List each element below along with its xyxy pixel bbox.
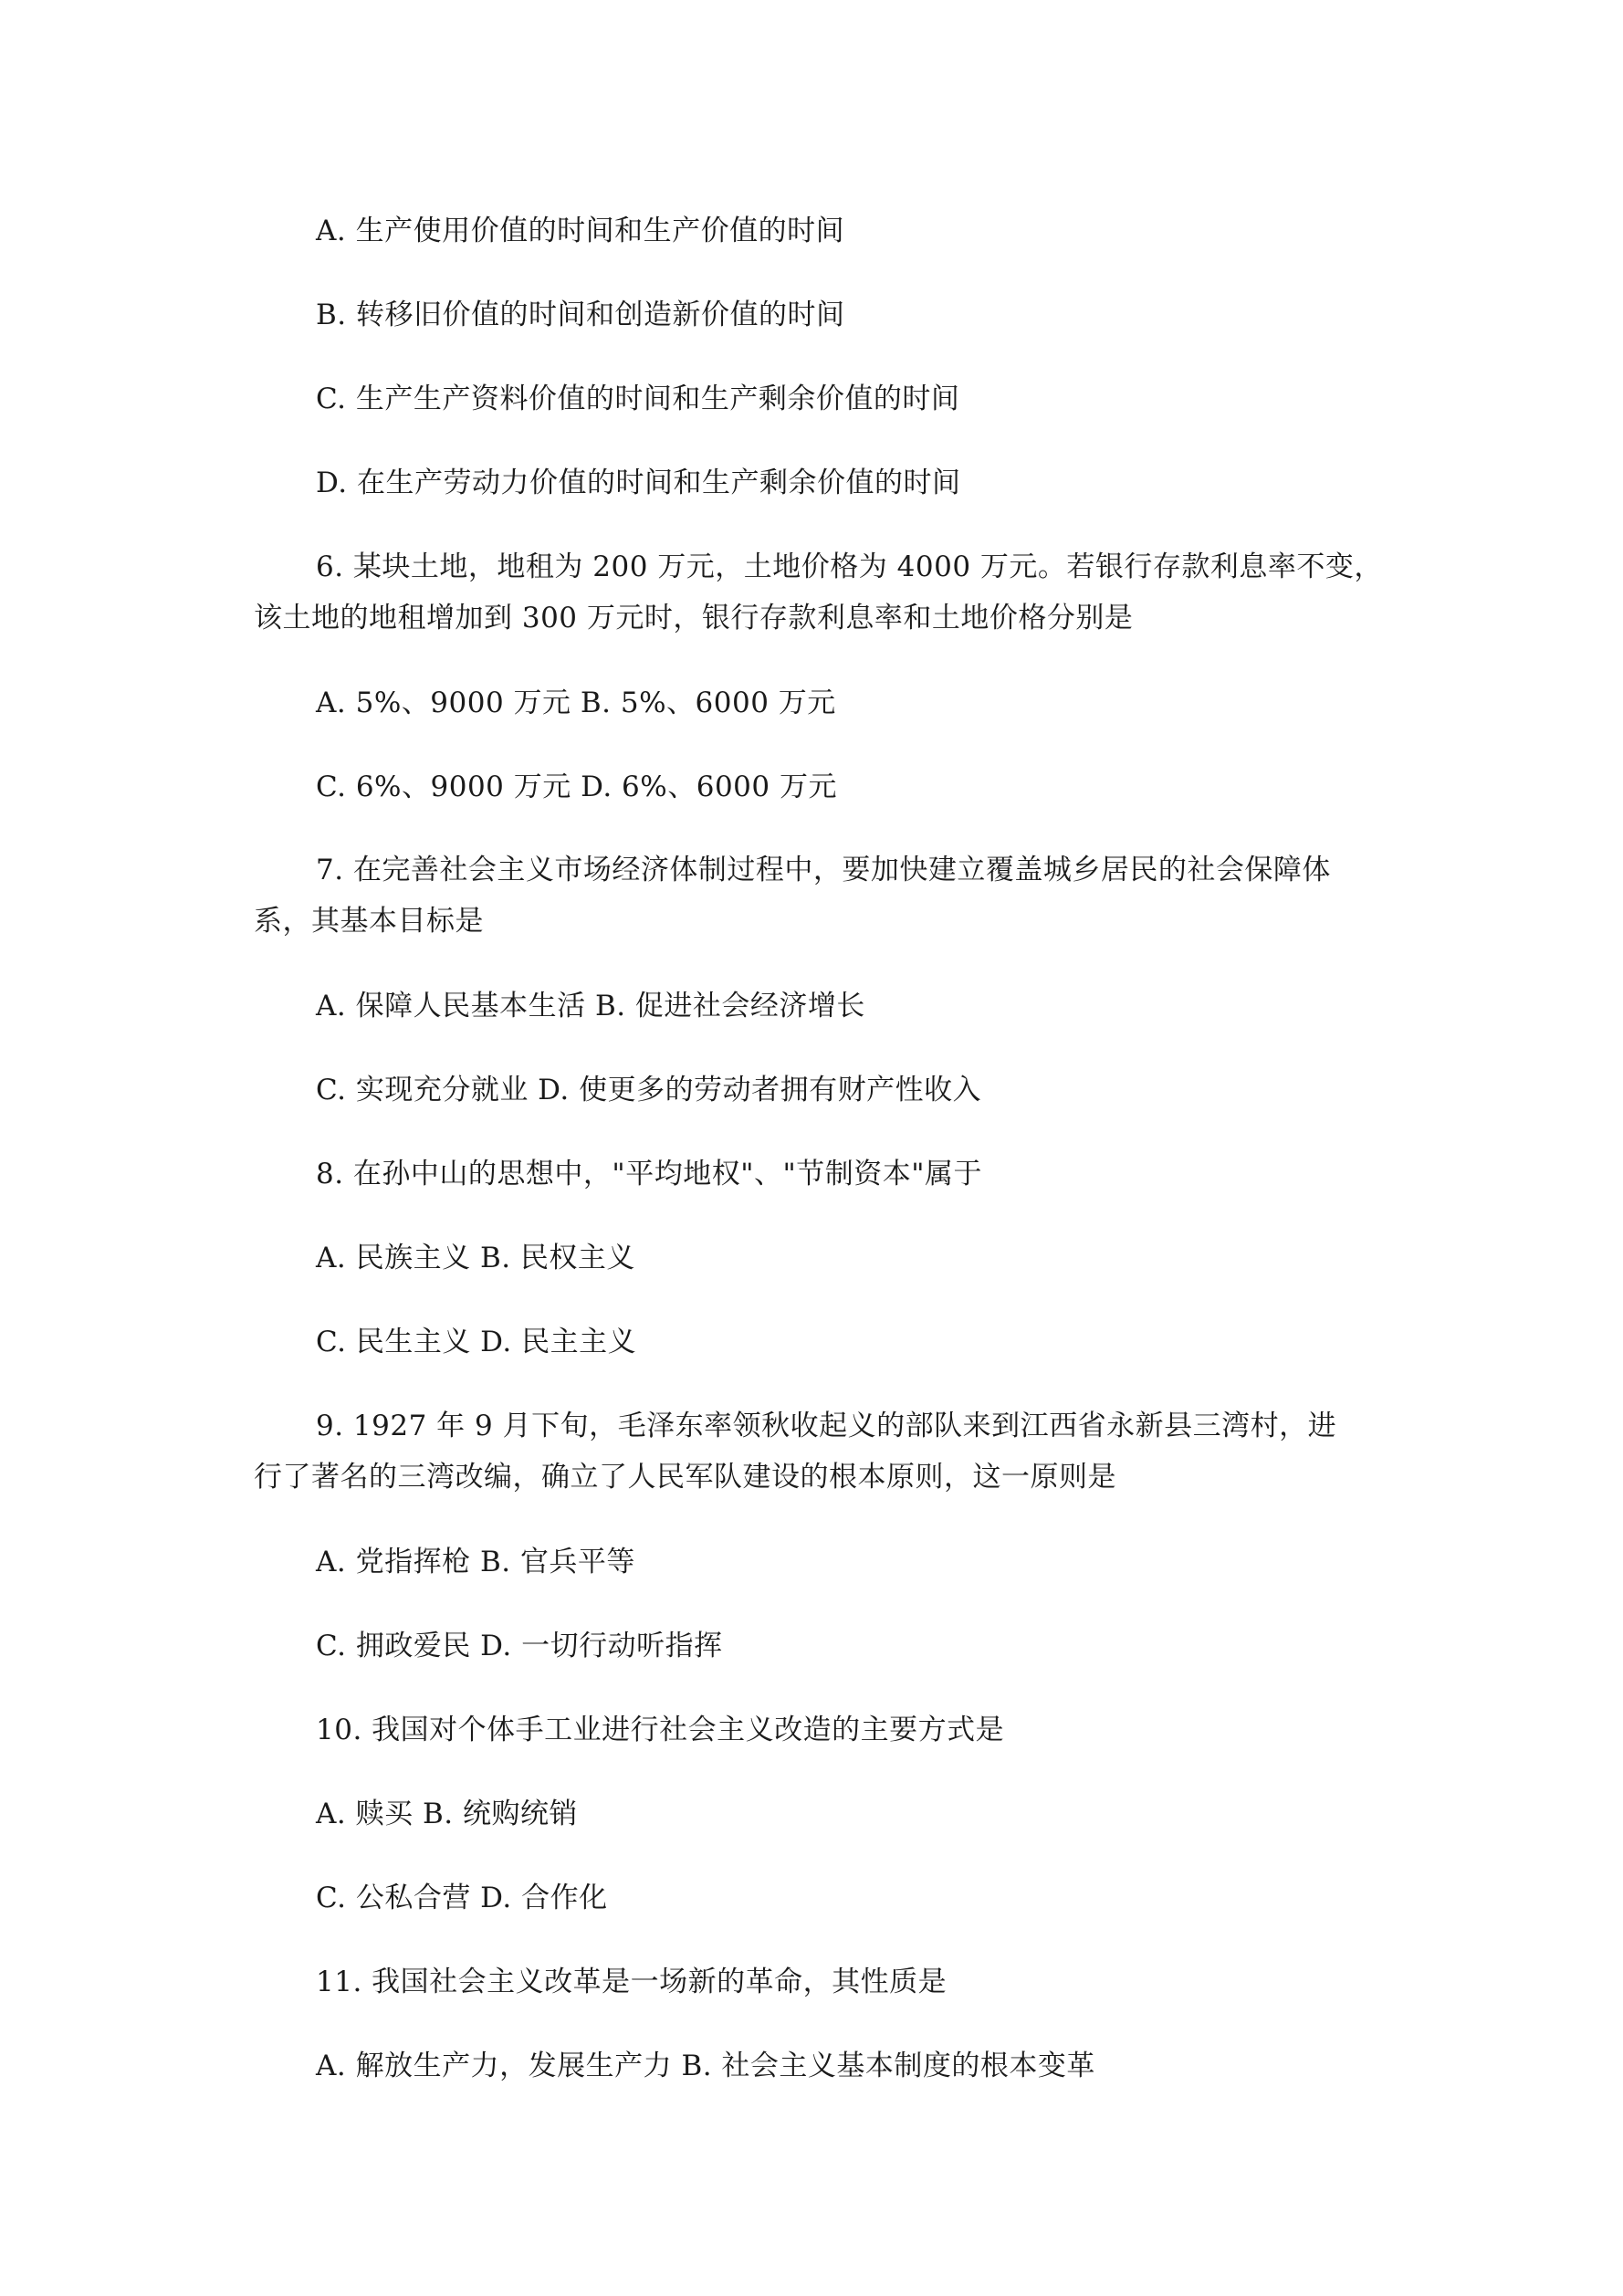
option-line: C. 民生主义 D. 民主主义: [316, 1326, 637, 1358]
option-line: C. 实现充分就业 D. 使更多的劳动者拥有财产性收入: [316, 1074, 982, 1106]
question-9-line-2: 行了著名的三湾改编，确立了人民军队建设的根本原则，这一原则是: [254, 1461, 1116, 1494]
option-line: A. 保障人民基本生活 B. 促进社会经济增长: [316, 990, 865, 1022]
option-line: A. 5%、9000 万元 B. 5%、6000 万元: [316, 687, 836, 719]
option-line: C. 公私合营 D. 合作化: [316, 1882, 608, 1914]
option-line: A. 生产使用价值的时间和生产价值的时间: [316, 215, 845, 247]
option-line: A. 赎买 B. 统购统销: [316, 1798, 578, 1830]
question-11: 11. 我国社会主义改革是一场新的革命，其性质是: [316, 1966, 948, 1998]
option-line: A. 党指挥枪 B. 官兵平等: [316, 1546, 635, 1578]
option-line: C. 拥政爱民 D. 一切行动听指挥: [316, 1630, 723, 1662]
question-8: 8. 在孙中山的思想中，"平均地权"、"节制资本"属于: [316, 1158, 982, 1190]
question-6-line-1: 6. 某块土地，地租为 200 万元，土地价格为 4000 万元。若银行存款利息率不变，: [316, 550, 1383, 583]
option-line: D. 在生产劳动力价值的时间和生产剩余价值的时间: [316, 467, 961, 499]
option-line: A. 解放生产力，发展生产力 B. 社会主义基本制度的根本变革: [316, 2050, 1095, 2082]
question-7-line-1: 7. 在完善社会主义市场经济体制过程中，要加快建立覆盖城乡居民的社会保障体: [316, 854, 1331, 886]
option-line: C. 6%、9000 万元 D. 6%、6000 万元: [316, 771, 837, 803]
question-6-line-2: 该土地的地租增加到 300 万元时，银行存款利息率和土地价格分别是: [254, 602, 1134, 634]
question-7-line-2: 系，其基本目标是: [254, 905, 484, 938]
option-line: A. 民族主义 B. 民权主义: [316, 1242, 635, 1274]
question-9-line-1: 9. 1927 年 9 月下旬，毛泽东率领秋收起义的部队来到江西省永新县三湾村，进: [316, 1410, 1337, 1442]
question-10: 10. 我国对个体手工业进行社会主义改造的主要方式是: [316, 1714, 1005, 1746]
option-line: B. 转移旧价值的时间和创造新价值的时间: [316, 299, 845, 331]
option-line: C. 生产生产资料价值的时间和生产剩余价值的时间: [316, 383, 960, 415]
